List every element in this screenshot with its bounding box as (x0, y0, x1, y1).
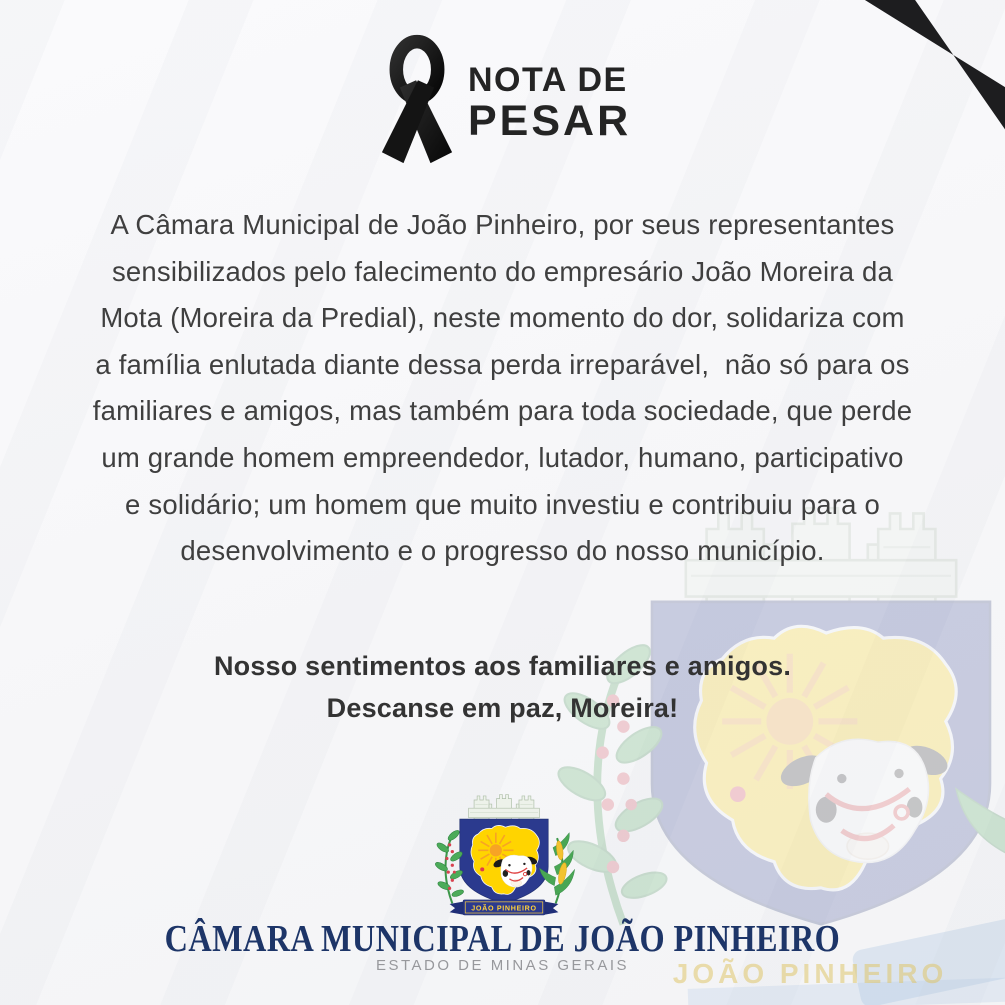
paragraph-line: desenvolvimento e o progresso do nosso município. (180, 535, 825, 567)
paragraph-line: a família enlutada diante dessa perda irreparável, não só para os (95, 348, 910, 380)
crest-banner (450, 900, 559, 915)
title-line-1: NOTA DE (468, 61, 628, 99)
paragraph-line: um grande homem empreendedor, lutador, humano, participativo (101, 441, 904, 473)
coat-of-arms (429, 783, 579, 919)
watermark-city-label: JOÃO PINHEIRO (672, 958, 948, 989)
page-title (468, 62, 631, 144)
paragraph-line: familiares e amigos, mas também para toda sociedade, que perde (92, 395, 913, 427)
org-name: CÂMARA MUNICIPAL DE JOÃO PINHEIRO (164, 918, 841, 960)
state-line: ESTADO DE MINAS GERAIS (375, 957, 630, 974)
paragraph-line: sensibilizados pelo falecimento do empresário João Moreira da (111, 255, 894, 287)
crest-banner-label: JOÃO PINHEIRO (471, 904, 537, 913)
condolence-message (0, 645, 1005, 729)
condolence-line-1: Nosso sentimentos aos familiares e amigos. (213, 651, 792, 681)
footer-org-name-wrap (0, 917, 1005, 961)
corner-mourning-band-icon (860, 0, 1005, 132)
paragraph-line: Mota (Moreira da Predial), neste momento do dor, solidariza com (100, 302, 905, 334)
mourning-ribbon-icon (372, 30, 462, 172)
note-paragraph (0, 202, 1005, 575)
condolence-line-2: Descanse em paz, Moreira! (326, 693, 679, 723)
title-line-2: PESAR (468, 97, 632, 146)
paragraph-line: A Câmara Municipal de João Pinheiro, por seus representantes (110, 209, 895, 240)
paragraph-line: e solidário; um homem que muito investiu e contribuiu para o (125, 488, 880, 520)
